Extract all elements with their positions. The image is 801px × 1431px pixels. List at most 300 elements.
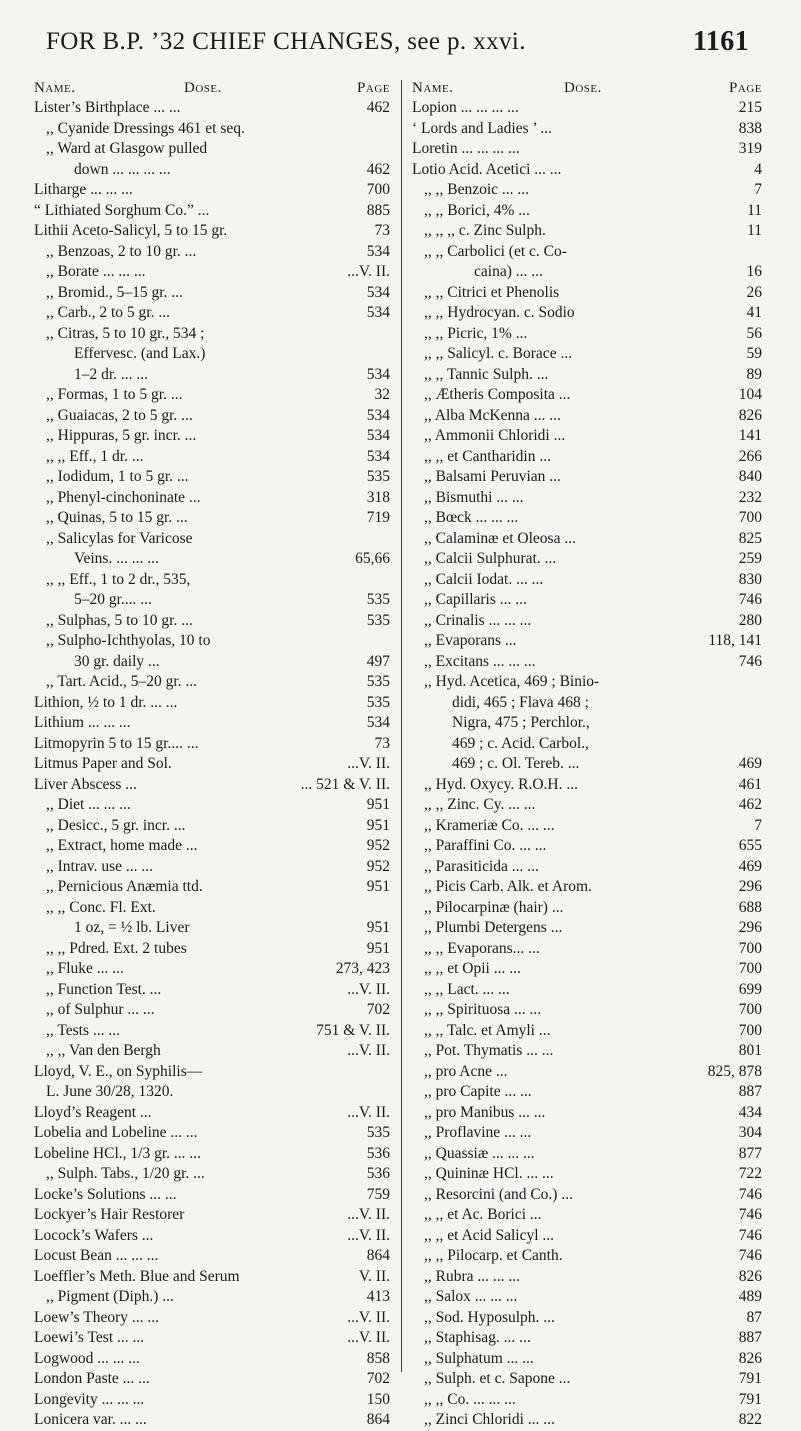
entry-page-ref: 73	[374, 734, 390, 752]
entry-text: Loeffler’s Meth. Blue and Serum	[34, 1267, 240, 1285]
index-entry	[412, 447, 762, 468]
entry-text: 469 ; c. Acid. Carbol.,	[452, 734, 589, 752]
index-entry	[34, 1164, 390, 1185]
entry-text: Lloyd, V. E., on Syphilis—	[34, 1062, 203, 1080]
entry-text: ,, Calcii Sulphurat. ...	[424, 550, 557, 567]
entry-text: 1–2 dr. ... ...	[74, 365, 149, 383]
entry-text: ,, Sulpho-Ichthyolas, 10 to	[46, 632, 211, 649]
entry-page-ref: 534	[366, 427, 390, 444]
entry-page-ref: 56	[746, 324, 762, 342]
entry-text: ,, ,, Lact. ... ...	[424, 980, 510, 998]
index-entry	[412, 1390, 762, 1411]
entry-text: ,, Sulph. Tabs., 1/20 gr. ...	[46, 1165, 205, 1182]
entry-text: Lonicera var. ... ...	[34, 1411, 147, 1428]
entry-text: ,, Pot. Thymatis ... ...	[424, 1042, 554, 1059]
entry-page-ref: 830	[738, 570, 762, 588]
entry-page-ref: 534	[366, 714, 390, 731]
entry-page-ref: ... 521 & V. II.	[300, 775, 390, 793]
entry-text: ,, Ætheris Composita ...	[424, 386, 571, 403]
entry-page-ref: 7	[754, 181, 762, 198]
heading-dose: Dose.	[184, 80, 222, 96]
index-entry	[34, 508, 390, 529]
index-entry	[412, 795, 762, 816]
entry-text: ,, Salicylas for Varicose	[46, 529, 193, 547]
entry-page-ref: 59	[746, 345, 762, 362]
entry-page-ref: 215	[738, 99, 762, 116]
index-entry	[412, 1185, 762, 1206]
entry-page-ref: 497	[366, 652, 390, 670]
entry-page-ref: 719	[366, 509, 390, 526]
index-entry	[34, 775, 390, 796]
entry-text: ,, Calaminæ et Oleosa ...	[424, 529, 576, 547]
index-entry	[412, 365, 762, 386]
entry-text: ,, Proflavine ... ...	[424, 1124, 532, 1141]
entry-text: ,, Sulph. et c. Sapone ...	[424, 1370, 571, 1387]
entry-page-ref: 469	[738, 755, 762, 772]
index-entry	[412, 611, 762, 632]
entry-text: ,, Evaporans ...	[424, 632, 517, 649]
index-entry	[34, 1246, 390, 1267]
index-entry	[412, 1349, 762, 1370]
entry-text: ,, Plumbi Detergens ...	[424, 919, 563, 936]
entry-text: ,, Bromid., 5–15 gr. ...	[46, 283, 183, 301]
entry-page-ref: 864	[366, 1411, 390, 1428]
entry-text: ,, Ward at Glasgow pulled	[46, 140, 208, 157]
index-entry	[412, 754, 762, 775]
entry-text: ,, Tart. Acid., 5–20 gr. ...	[46, 673, 198, 690]
entry-page-ref: 700	[738, 1001, 762, 1018]
entry-page-ref: 141	[738, 427, 762, 444]
entry-page-ref: 825	[738, 529, 762, 547]
entry-page-ref: 840	[738, 468, 762, 485]
index-entry	[412, 262, 762, 283]
index-entry	[34, 590, 390, 611]
entry-page-ref: 319	[738, 140, 762, 157]
entry-text: ,, Krameriæ Co. ... ...	[424, 816, 555, 834]
entry-page-ref: 462	[738, 796, 762, 813]
entry-text: ,, Iodidum, 1 to 5 gr. ...	[46, 468, 189, 485]
index-entry	[412, 1103, 762, 1124]
index-entry	[34, 713, 390, 734]
index-entry	[412, 1226, 762, 1247]
entry-page-ref: 535	[366, 611, 390, 629]
index-entry	[412, 1041, 762, 1062]
entry-text: ,, of Sulphur ... ...	[46, 1001, 155, 1018]
entry-text: ,, Quinas, 5 to 15 gr. ...	[46, 509, 188, 526]
entry-page-ref: 280	[738, 611, 762, 629]
index-entry	[412, 160, 762, 181]
index-entry	[34, 1410, 390, 1431]
entry-text: ,, Paraffini Co. ... ...	[424, 837, 547, 854]
index-entry	[412, 1308, 762, 1329]
index-entry	[34, 1267, 390, 1288]
entry-text: ,, Diet ... ... ...	[46, 796, 131, 813]
index-entry	[34, 98, 390, 119]
entry-text: ,, Capillaris ... ...	[424, 591, 527, 608]
entry-text: Veins. ... ... ...	[74, 550, 159, 567]
entry-text: ,, Tests ... ...	[46, 1021, 120, 1039]
entry-text: ,, Alba McKenna ... ...	[424, 406, 561, 424]
entry-text: ,, Balsami Peruvian ...	[424, 468, 561, 485]
index-entry	[34, 1021, 390, 1042]
entry-text: ,, Extract, home made ...	[46, 837, 198, 854]
entry-text: Liver Abscess ...	[34, 775, 137, 793]
entry-text: ,, ,, Eff., 1 to 2 dr., 535,	[46, 570, 191, 588]
entry-page-ref: 951	[366, 796, 390, 813]
entry-page-ref: 534	[366, 406, 390, 424]
entry-text: ,, ,, Citrici et Phenolis	[424, 283, 560, 301]
entry-page-ref: 32	[374, 386, 390, 403]
entry-text: Locust Bean ... ... ...	[34, 1247, 159, 1264]
index-entry	[412, 1062, 762, 1083]
entry-text: 469 ; c. Ol. Tereb. ...	[452, 755, 580, 772]
index-entry	[412, 877, 762, 898]
index-entry	[34, 877, 390, 898]
entry-page-ref: 87	[746, 1308, 762, 1326]
index-entry	[34, 816, 390, 837]
index-entry	[412, 242, 762, 263]
entry-page-ref: ...V. II.	[347, 1042, 390, 1059]
index-entry	[34, 1308, 390, 1329]
entry-text: ,, ,, Pilocarp. et Canth.	[424, 1247, 563, 1264]
entry-page-ref: 887	[738, 1329, 762, 1346]
index-entry	[34, 529, 390, 550]
entry-page-ref: 864	[366, 1247, 390, 1264]
entry-page-ref: 11	[747, 201, 762, 219]
entry-text: 1 oz, = ½ lb. Liver	[74, 919, 190, 936]
entry-page-ref: 65,66	[355, 550, 390, 567]
entry-page-ref: 4	[754, 160, 762, 178]
entry-page-ref: 150	[366, 1390, 390, 1408]
index-entry	[412, 1021, 762, 1042]
index-entry	[412, 1205, 762, 1226]
entry-text: Locke’s Solutions ... ...	[34, 1185, 177, 1203]
entry-page-ref: ...V. II.	[347, 263, 390, 280]
entry-page-ref: 688	[738, 898, 762, 916]
index-entry	[34, 1390, 390, 1411]
index-entry	[34, 201, 390, 222]
entry-page-ref: 951	[366, 939, 390, 957]
entry-page-ref: 722	[738, 1165, 762, 1182]
entry-page-ref: 535	[366, 591, 390, 608]
index-entry	[412, 385, 762, 406]
entry-page-ref: 700	[738, 509, 762, 526]
index-entry	[34, 734, 390, 755]
entry-text: ,, ,, et Cantharidin ...	[424, 447, 551, 465]
entry-page-ref: 11	[747, 222, 762, 239]
entry-page-ref: 461	[738, 775, 762, 793]
entry-page-ref: 232	[738, 488, 762, 506]
index-entry	[34, 1369, 390, 1390]
index-entry	[412, 652, 762, 673]
index-entry	[34, 795, 390, 816]
index-entry	[412, 1246, 762, 1267]
index-entry	[34, 303, 390, 324]
entry-text: ,, ,, Pdred. Ext. 2 tubes	[46, 939, 187, 957]
entry-text: ,, Parasiticida ... ...	[424, 857, 539, 875]
entry-page-ref: 462	[366, 160, 390, 178]
entry-page-ref: 700	[738, 1021, 762, 1039]
entry-page-ref: 951	[366, 816, 390, 834]
entry-text: ,, pro Capite ... ...	[424, 1083, 532, 1100]
entry-page-ref: 535	[366, 693, 390, 711]
index-entry	[34, 488, 390, 509]
entry-page-ref: 259	[738, 550, 762, 567]
entry-text: ,, Guaiacas, 2 to 5 gr. ...	[46, 406, 193, 424]
entry-page-ref: 73	[374, 222, 390, 239]
entry-text: Loew’s Theory ... ...	[34, 1308, 159, 1326]
index-entry	[412, 631, 762, 652]
entry-page-ref: ...V. II.	[347, 1308, 390, 1326]
index-entry	[34, 447, 390, 468]
entry-page-ref: 536	[366, 1144, 390, 1162]
entry-text: Lloyd’s Reagent ...	[34, 1103, 152, 1121]
entry-text: ,, Sulphatum ... ...	[424, 1349, 534, 1367]
entry-text: ,, ,, Co. ... ... ...	[424, 1390, 516, 1408]
index-entry	[34, 918, 390, 939]
entry-page-ref: 826	[738, 406, 762, 424]
index-entry	[34, 1103, 390, 1124]
entry-page-ref: 534	[366, 304, 390, 321]
right-column	[412, 78, 762, 1431]
entry-text: ,, Hippuras, 5 gr. incr. ...	[46, 427, 197, 444]
index-entry	[34, 467, 390, 488]
column-divider	[401, 80, 402, 1372]
index-entry	[412, 324, 762, 345]
entry-text: ,, Borate ... ... ...	[46, 263, 146, 280]
entry-page-ref: 489	[738, 1288, 762, 1305]
index-entry	[34, 672, 390, 693]
left-entries-list	[34, 98, 390, 1431]
entry-text: 30 gr. daily ...	[74, 652, 160, 670]
entry-page-ref: 535	[366, 468, 390, 485]
entry-page-ref: 534	[366, 242, 390, 260]
entry-page-ref: 26	[746, 283, 762, 301]
entry-page-ref: 535	[366, 1124, 390, 1141]
entry-text: ,, Phenyl-cinchoninate ...	[46, 488, 201, 506]
entry-text: Lithion, ½ to 1 dr. ... ...	[34, 693, 178, 711]
index-entry	[34, 180, 390, 201]
entry-text: ,, Pilocarpinæ (hair) ...	[424, 898, 564, 916]
entry-text: ,, Ammonii Chloridi ...	[424, 427, 566, 444]
index-entry	[412, 590, 762, 611]
index-entry	[412, 283, 762, 304]
entry-text: Litharge ... ... ...	[34, 181, 133, 198]
running-header	[0, 22, 801, 62]
index-entry	[34, 549, 390, 570]
entry-text: Lobeline HCl., 1/3 gr. ... ...	[34, 1144, 202, 1162]
entry-page-ref: 951	[366, 919, 390, 936]
entry-text: ,, ,, Tannic Sulph. ...	[424, 365, 549, 383]
index-entry	[412, 672, 762, 693]
entry-text: ,, Picis Carb. Alk. et Arom.	[424, 878, 592, 895]
entry-page-ref: 700	[738, 939, 762, 957]
entry-text: ,, ,, Borici, 4% ...	[424, 201, 530, 219]
entry-page-ref: 304	[738, 1124, 762, 1141]
index-entry	[34, 262, 390, 283]
entry-text: ,, ,, ,, c. Zinc Sulph.	[424, 222, 546, 239]
index-entry	[412, 488, 762, 509]
index-entry	[412, 1144, 762, 1165]
entry-text: ,, Zinci Chloridi ... ...	[424, 1411, 555, 1428]
index-entry	[34, 836, 390, 857]
entry-text: didi, 465 ; Flava 468 ;	[452, 693, 589, 711]
entry-text: ,, Pernicious Anæmia ttd.	[46, 878, 203, 895]
heading-dose: Dose.	[564, 80, 602, 96]
entry-text: ,, ,, et Acid Salicyl ...	[424, 1226, 555, 1244]
entry-text: ,, Salox ... ... ...	[424, 1288, 518, 1305]
index-entry	[412, 775, 762, 796]
entry-page-ref: 16	[746, 263, 762, 280]
entry-text: Logwood ... ... ...	[34, 1349, 140, 1367]
entry-text: Loretin ... ... ... ...	[412, 140, 520, 157]
index-entry	[412, 1123, 762, 1144]
index-entry	[412, 1287, 762, 1308]
index-entry	[34, 652, 390, 673]
index-entry	[412, 180, 762, 201]
entry-page-ref: 318	[366, 488, 390, 506]
entry-page-ref: 887	[738, 1083, 762, 1100]
index-entry	[34, 1082, 390, 1103]
entry-text: ,, Staphisag. ... ...	[424, 1329, 531, 1346]
entry-text: Lotio Acid. Acetici ... ...	[412, 160, 562, 178]
entry-text: ,, Formas, 1 to 5 gr. ...	[46, 386, 183, 403]
index-entry	[34, 365, 390, 386]
entry-page-ref: 759	[366, 1185, 390, 1203]
entry-text: ,, Cyanide Dressings 461 et seq.	[46, 119, 245, 137]
index-entry	[34, 631, 390, 652]
index-entry	[412, 221, 762, 242]
index-entry	[412, 1369, 762, 1390]
index-entry	[412, 898, 762, 919]
entry-text: ,, Crinalis ... ... ...	[424, 611, 532, 629]
index-entry	[412, 816, 762, 837]
entry-text: ‘ Lords and Ladies ’ ...	[412, 119, 553, 137]
index-entry	[412, 1410, 762, 1431]
entry-page-ref: 434	[738, 1103, 762, 1121]
entry-text: Lister’s Birthplace ... ...	[34, 99, 181, 116]
entry-page-ref: ...V. II.	[347, 1103, 390, 1121]
index-entry	[34, 611, 390, 632]
index-entry	[412, 1267, 762, 1288]
left-column	[34, 78, 390, 1431]
index-entry	[34, 1041, 390, 1062]
page-number: 1161	[692, 26, 749, 57]
entry-text: ,, ,, Conc. Fl. Ext.	[46, 898, 156, 916]
heading-name: Name.	[34, 80, 76, 96]
index-entry	[34, 959, 390, 980]
entry-text: down ... ... ... ...	[74, 160, 171, 178]
entry-page-ref: ...V. II.	[347, 1226, 390, 1244]
entry-page-ref: 746	[738, 1226, 762, 1244]
left-column-heading	[34, 78, 390, 98]
index-entry	[34, 1287, 390, 1308]
entry-text: Lithii Aceto-Salicyl, 5 to 15 gr.	[34, 222, 228, 239]
entry-page-ref: 534	[366, 365, 390, 383]
right-column-heading	[412, 78, 762, 98]
entry-text: Litmopyrin 5 to 15 gr.... ...	[34, 734, 199, 752]
entry-text: caina) ... ...	[474, 263, 543, 280]
index-entry	[412, 426, 762, 447]
index-entry	[412, 139, 762, 160]
index-entry	[34, 324, 390, 345]
entry-page-ref: 413	[366, 1288, 390, 1305]
entry-page-ref: 700	[366, 181, 390, 198]
index-entry	[412, 201, 762, 222]
index-entry	[34, 1205, 390, 1226]
entry-text: ,, Quininæ HCl. ... ...	[424, 1165, 554, 1182]
entry-page-ref: 751 & V. II.	[316, 1021, 390, 1039]
index-entry	[412, 959, 762, 980]
entry-text: ,, Function Test. ...	[46, 980, 162, 998]
entry-text: ,, Bismuthi ... ...	[424, 488, 524, 506]
entry-text: ,, ,, Evaporans... ...	[424, 939, 540, 957]
entry-page-ref: 535	[366, 673, 390, 690]
entry-text: ,, Desicc., 5 gr. incr. ...	[46, 816, 186, 834]
entry-page-ref: 699	[738, 980, 762, 998]
entry-text: Longevity ... ... ...	[34, 1390, 145, 1408]
entry-page-ref: 746	[738, 1185, 762, 1203]
index-entry	[34, 1328, 390, 1349]
entry-text: ,, ,, Talc. et Amyli ...	[424, 1021, 551, 1039]
entry-page-ref: 702	[366, 1370, 390, 1387]
index-entry	[412, 119, 762, 140]
entry-text: ,, Rubra ... ... ...	[424, 1267, 521, 1285]
entry-text: Lockyer’s Hair Restorer	[34, 1206, 185, 1223]
entry-page-ref: 7	[754, 816, 762, 834]
index-entry	[34, 283, 390, 304]
entry-page-ref: ...V. II.	[347, 980, 390, 998]
entry-page-ref: 885	[366, 201, 390, 219]
entry-page-ref: 266	[738, 447, 762, 465]
entry-page-ref: 746	[738, 591, 762, 608]
entry-text: ,, ,, Carbolici (et c. Co-	[424, 242, 567, 260]
entry-page-ref: 655	[738, 837, 762, 854]
entry-page-ref: 952	[366, 837, 390, 854]
heading-name: Name.	[412, 80, 454, 96]
index-entry	[412, 570, 762, 591]
index-entry	[34, 693, 390, 714]
entry-page-ref: 825, 878	[707, 1062, 762, 1080]
entry-page-ref: 801	[738, 1042, 762, 1059]
index-entry	[34, 221, 390, 242]
entry-text: ,, ,, Benzoic ... ...	[424, 181, 530, 198]
index-entry	[412, 549, 762, 570]
running-head-text: FOR B.P. ’32 CHIEF CHANGES, see p. xxvi.	[46, 28, 526, 55]
index-entry	[412, 857, 762, 878]
entry-page-ref: 462	[366, 99, 390, 116]
entry-text: ,, pro Acne ...	[424, 1062, 508, 1080]
entry-text: ,, Carb., 2 to 5 gr. ...	[46, 304, 170, 321]
entry-page-ref: 838	[738, 119, 762, 137]
entry-page-ref: 469	[738, 857, 762, 875]
entry-text: ,, Fluke ... ...	[46, 960, 124, 977]
entry-text: ,, ,, Hydrocyan. c. Sodio	[424, 304, 575, 321]
entry-text: Nigra, 475 ; Perchlor.,	[452, 714, 590, 731]
entry-page-ref: ...V. II.	[347, 1206, 390, 1223]
index-entry	[412, 918, 762, 939]
index-entry	[34, 1000, 390, 1021]
index-entry	[34, 1062, 390, 1083]
entry-page-ref: 273, 423	[335, 960, 390, 977]
entry-text: ,, ,, Spirituosa ... ...	[424, 1001, 542, 1018]
entry-page-ref: 746	[738, 1247, 762, 1264]
heading-page: Page	[729, 80, 762, 96]
entry-text: ,, ,, et Ac. Borici ...	[424, 1206, 542, 1223]
index-entry	[412, 1328, 762, 1349]
entry-page-ref: 41	[746, 304, 762, 321]
entry-page-ref: 952	[366, 857, 390, 875]
